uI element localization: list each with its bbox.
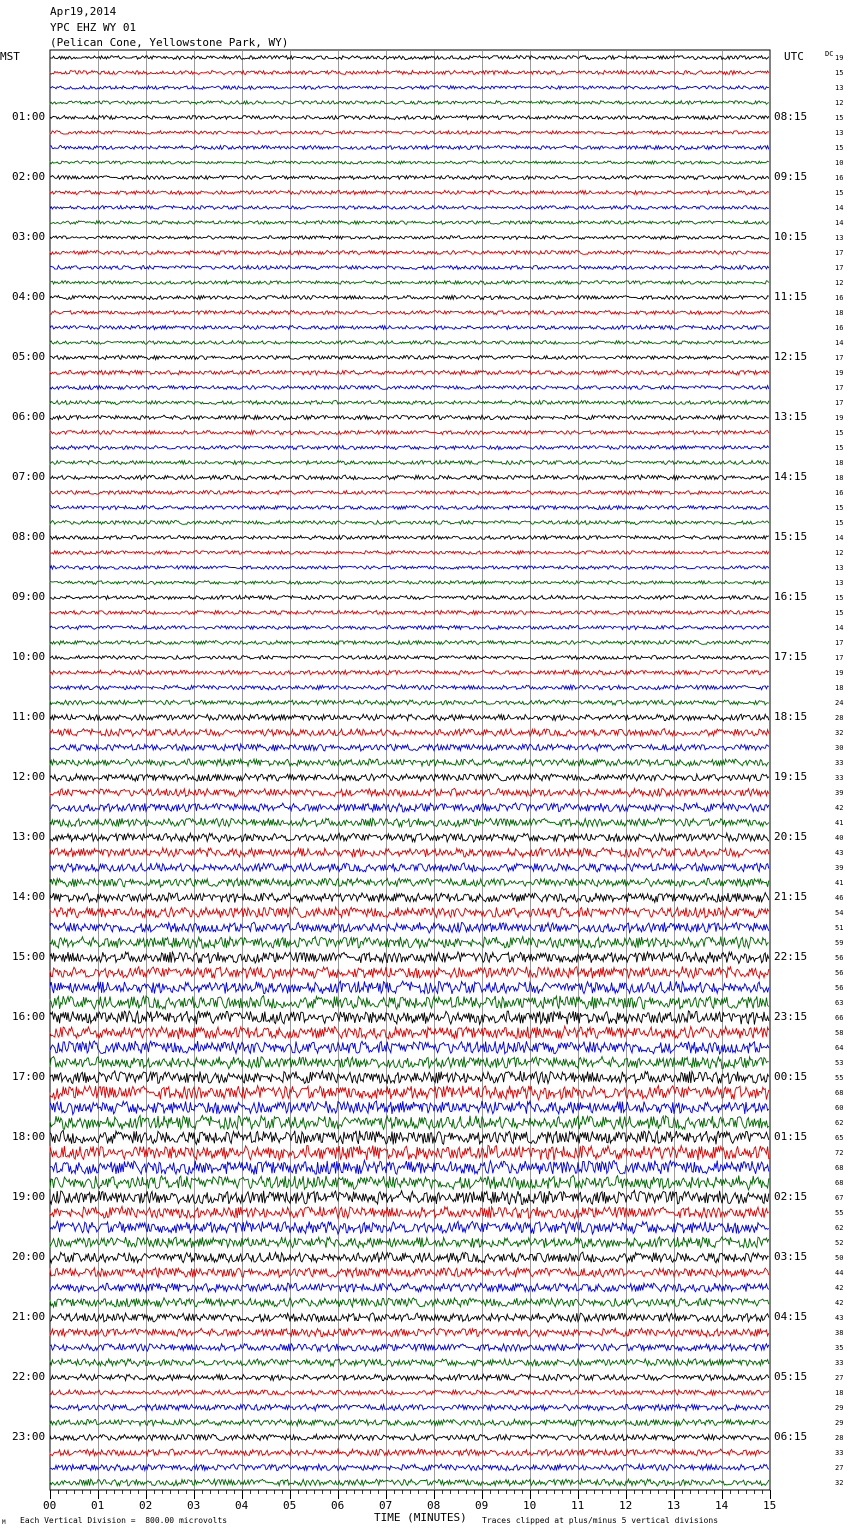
seismic-trace	[50, 295, 769, 299]
seismic-trace	[50, 505, 769, 509]
dc-offset-label: 14	[835, 533, 844, 542]
x-tick-label: 05	[283, 1499, 297, 1512]
dc-offset-label: 19	[835, 668, 844, 677]
dc-offset-label: 17	[835, 653, 844, 662]
right-hour-label: 14:15	[774, 469, 808, 483]
x-tick-label: 03	[187, 1499, 201, 1512]
seismic-trace	[50, 729, 769, 737]
station-code: YPC EHZ WY 01	[50, 21, 137, 34]
dc-offset-label: 18	[835, 458, 844, 467]
x-tick-label: 07	[379, 1499, 393, 1512]
dc-offset-label: 35	[835, 1343, 844, 1352]
seismic-trace	[50, 551, 769, 555]
dc-offset-label: 68	[835, 1088, 844, 1097]
right-hour-label: 21:15	[774, 889, 808, 903]
dc-offset-label: 72	[835, 1148, 844, 1157]
seismic-trace	[50, 803, 769, 812]
x-tick-label: 04	[235, 1499, 249, 1512]
dc-header: DC	[825, 50, 834, 58]
dc-offset-label: 43	[835, 848, 844, 857]
dc-offset-label: 64	[835, 1043, 844, 1052]
dc-offset-label: 15	[835, 428, 844, 437]
right-hour-label: 02:15	[774, 1189, 808, 1203]
dc-offset-label: 38	[835, 1328, 844, 1337]
dc-offset-label: 27	[835, 1463, 844, 1472]
right-hour-label: 03:15	[774, 1249, 808, 1263]
dc-offset-label: 52	[835, 1238, 844, 1247]
dc-offset-label: 39	[835, 863, 844, 872]
x-tick-label: 00	[43, 1499, 57, 1512]
left-hour-label: 16:00	[12, 1009, 46, 1023]
right-hour-label: 18:15	[774, 709, 808, 723]
dc-offset-label: 17	[835, 638, 844, 647]
seismic-trace	[50, 610, 769, 614]
left-hour-label: 01:00	[12, 109, 46, 123]
x-tick-label: 13	[667, 1499, 681, 1512]
seismic-trace	[50, 101, 769, 105]
dc-offset-label: 15	[835, 503, 844, 512]
seismic-trace	[50, 878, 769, 887]
right-hour-label: 20:15	[774, 829, 808, 843]
left-hour-label: 03:00	[12, 229, 46, 243]
seismic-trace	[50, 445, 769, 449]
dc-offset-label: 51	[835, 923, 844, 932]
seismic-trace	[50, 281, 769, 285]
dc-offset-label: 16	[835, 488, 844, 497]
seismic-trace	[50, 655, 769, 659]
dc-offset-label: 40	[835, 833, 844, 842]
seismic-trace	[50, 250, 769, 254]
dc-offset-label: 33	[835, 758, 844, 767]
dc-offset-label: 18	[835, 473, 844, 482]
seismic-trace	[50, 460, 769, 464]
seismic-trace	[50, 206, 769, 210]
right-hour-label: 06:15	[774, 1429, 808, 1443]
seismic-trace	[50, 952, 769, 963]
seismic-trace	[50, 190, 769, 194]
dc-offset-label: 15	[835, 68, 844, 77]
dc-offset-label: 59	[835, 938, 844, 947]
seismic-trace	[50, 848, 769, 857]
x-tick-label: 06	[331, 1499, 345, 1512]
dc-offset-label: 27	[835, 1373, 844, 1382]
seismic-trace	[50, 491, 769, 495]
dc-offset-label: 12	[835, 98, 844, 107]
left-hour-label: 13:00	[12, 829, 46, 843]
left-hour-label: 09:00	[12, 589, 46, 603]
dc-offset-label: 28	[835, 1433, 844, 1442]
seismic-trace	[50, 1057, 769, 1069]
seismic-trace	[50, 86, 769, 90]
seismic-trace	[50, 1116, 769, 1130]
seismic-trace	[50, 341, 769, 345]
dc-offset-label: 18	[835, 308, 844, 317]
left-hour-label: 22:00	[12, 1369, 46, 1383]
dc-offset-label: 33	[835, 1448, 844, 1457]
seismic-trace	[50, 1252, 769, 1263]
dc-offset-label: 17	[835, 353, 844, 362]
seismic-trace	[50, 1206, 769, 1218]
x-tick-label: 01	[91, 1499, 105, 1512]
seismic-trace	[50, 1298, 769, 1307]
seismic-trace	[50, 581, 769, 585]
right-axis-title: UTC	[784, 50, 804, 63]
dc-offset-label: 65	[835, 1133, 844, 1142]
seismic-trace	[50, 415, 769, 420]
dc-offset-label: 66	[835, 1013, 844, 1022]
left-hour-label: 17:00	[12, 1069, 46, 1083]
dc-offset-label: 17	[835, 398, 844, 407]
right-hour-label: 00:15	[774, 1069, 808, 1083]
dc-offset-label: 53	[835, 1058, 844, 1067]
dc-offset-label: 30	[835, 743, 844, 752]
seismic-trace	[50, 475, 769, 480]
dc-offset-label: 12	[835, 548, 844, 557]
seismic-trace	[50, 922, 769, 933]
left-hour-label: 12:00	[12, 769, 46, 783]
right-hour-label: 16:15	[774, 589, 808, 603]
seismic-trace	[50, 1419, 769, 1426]
seismic-trace	[50, 700, 769, 705]
dc-offset-label: 17	[835, 248, 844, 257]
seismic-trace	[50, 1145, 769, 1160]
dc-offset-label: 13	[835, 83, 844, 92]
left-hour-label: 04:00	[12, 289, 46, 303]
seismic-trace	[50, 744, 769, 751]
x-tick-label: 15	[763, 1499, 777, 1512]
dc-offset-label: 29	[835, 1418, 844, 1427]
seismic-trace	[50, 1071, 769, 1084]
seismic-trace	[50, 685, 769, 690]
dc-offset-label: 16	[835, 323, 844, 332]
dc-offset-label: 63	[835, 998, 844, 1007]
x-tick-label: 12	[619, 1499, 633, 1512]
dc-offset-label: 18	[835, 1388, 844, 1397]
right-hour-label: 08:15	[774, 109, 808, 123]
seismic-trace	[50, 535, 769, 539]
right-hour-label: 11:15	[774, 289, 808, 303]
right-hour-label: 23:15	[774, 1009, 808, 1023]
seismic-trace	[50, 1237, 769, 1248]
seismic-trace	[50, 1434, 769, 1440]
seismic-trace	[50, 1359, 769, 1366]
seismic-trace	[50, 1160, 769, 1174]
seismic-trace	[50, 1130, 769, 1144]
seismic-trace	[50, 907, 769, 918]
seismic-trace	[50, 56, 769, 60]
seismic-trace	[50, 1268, 769, 1278]
seismic-trace	[50, 521, 769, 525]
seismic-trace	[50, 311, 769, 315]
seismic-trace	[50, 265, 769, 269]
dc-offset-label: 39	[835, 788, 844, 797]
left-hour-label: 06:00	[12, 409, 46, 423]
x-axis-label: TIME (MINUTES)	[374, 1511, 467, 1524]
seismic-trace	[50, 1449, 769, 1456]
dc-offset-label: 32	[835, 1478, 844, 1487]
x-tick-label: 02	[139, 1499, 153, 1512]
seismic-trace	[50, 400, 769, 404]
dc-offset-label: 13	[835, 233, 844, 242]
dc-offset-label: 15	[835, 518, 844, 527]
dc-offset-label: 55	[835, 1208, 844, 1217]
seismic-trace	[50, 1479, 769, 1486]
seismic-trace	[50, 714, 769, 721]
seismic-trace	[50, 131, 769, 135]
seismic-trace	[50, 774, 769, 781]
seismic-trace	[50, 937, 769, 949]
x-tick-label: 08	[427, 1499, 441, 1512]
seismic-trace	[50, 370, 769, 375]
seismic-trace	[50, 981, 769, 994]
corner-mark: M	[2, 1519, 6, 1526]
dc-offset-label: 33	[835, 773, 844, 782]
right-hour-label: 13:15	[774, 409, 808, 423]
dc-offset-label: 13	[835, 578, 844, 587]
dc-offset-label: 33	[835, 1358, 844, 1367]
dc-offset-label: 58	[835, 1028, 844, 1037]
seismic-trace	[50, 146, 769, 150]
dc-offset-label: 10	[835, 158, 844, 167]
seismic-trace	[50, 1404, 769, 1410]
left-hour-label: 20:00	[12, 1249, 46, 1263]
seismic-trace	[50, 1101, 769, 1115]
seismic-trace	[50, 833, 769, 842]
dc-offset-label: 55	[835, 1073, 844, 1082]
dc-offset-label: 41	[835, 818, 844, 827]
dc-offset-label: 16	[835, 293, 844, 302]
dc-offset-label: 15	[835, 608, 844, 617]
dc-offset-label: 44	[835, 1268, 844, 1277]
left-hour-label: 02:00	[12, 169, 46, 183]
seismic-trace	[50, 788, 769, 796]
seismic-trace	[50, 1026, 769, 1039]
dc-offset-label: 68	[835, 1178, 844, 1187]
seismic-trace	[50, 893, 769, 903]
seismic-trace	[50, 670, 769, 675]
dc-offset-label: 42	[835, 1283, 844, 1292]
seismic-trace	[50, 759, 769, 766]
dc-offset-label: 56	[835, 983, 844, 992]
right-hour-label: 01:15	[774, 1129, 808, 1143]
dc-offset-label: 50	[835, 1253, 844, 1262]
dc-offset-label: 13	[835, 563, 844, 572]
left-hour-label: 11:00	[12, 709, 46, 723]
right-hour-label: 12:15	[774, 349, 808, 363]
seismic-trace	[50, 1344, 769, 1352]
seismic-trace	[50, 566, 769, 570]
dc-offset-label: 13	[835, 128, 844, 137]
dc-offset-label: 14	[835, 338, 844, 347]
x-axis	[51, 1490, 771, 1499]
dc-offset-label: 15	[835, 443, 844, 452]
dc-offset-label: 14	[835, 218, 844, 227]
dc-offset-label: 62	[835, 1118, 844, 1127]
seismic-trace	[50, 640, 769, 644]
dc-offset-label: 28	[835, 713, 844, 722]
seismic-trace	[50, 818, 769, 827]
left-hour-label: 08:00	[12, 529, 46, 543]
x-tick-label: 09	[475, 1499, 489, 1512]
seismic-trace	[50, 967, 769, 979]
dc-offset-label: 15	[835, 113, 844, 122]
dc-offset-label: 19	[835, 53, 844, 62]
plot-date: Apr19,2014	[50, 5, 117, 18]
seismic-trace	[50, 1041, 769, 1054]
x-tick-label: 14	[715, 1499, 729, 1512]
dc-offset-label: 18	[835, 683, 844, 692]
dc-offset-label: 56	[835, 953, 844, 962]
seismic-trace	[50, 1190, 769, 1204]
x-tick-label: 10	[523, 1499, 537, 1512]
seismic-trace	[50, 1328, 769, 1336]
left-hour-label: 15:00	[12, 949, 46, 963]
scale-note: Each Vertical Division = 800.00 microvolts	[20, 1516, 228, 1525]
seismic-trace	[50, 626, 769, 630]
dc-offset-label: 68	[835, 1163, 844, 1172]
seismic-trace	[50, 595, 769, 599]
seismic-trace	[50, 176, 769, 180]
right-hour-label: 22:15	[774, 949, 808, 963]
seismic-traces	[50, 56, 769, 1487]
dc-offset-label: 42	[835, 803, 844, 812]
right-hour-label: 17:15	[774, 649, 808, 663]
seismic-trace	[50, 1221, 769, 1234]
dc-offset-label: 60	[835, 1103, 844, 1112]
left-hour-label: 10:00	[12, 649, 46, 663]
dc-offset-label: 15	[835, 188, 844, 197]
seismic-trace	[50, 115, 769, 119]
right-hour-label: 10:15	[774, 229, 808, 243]
seismic-trace	[50, 1374, 769, 1381]
dc-offset-label: 46	[835, 893, 844, 902]
seismic-trace	[50, 1390, 769, 1395]
dc-offset-label: 32	[835, 728, 844, 737]
seismic-trace	[50, 1283, 769, 1292]
station-location: (Pelican Cone, Yellowstone Park, WY)	[50, 36, 289, 49]
right-hour-label: 15:15	[774, 529, 808, 543]
left-hour-label: 14:00	[12, 889, 46, 903]
seismic-trace	[50, 863, 769, 872]
dc-offset-label: 29	[835, 1403, 844, 1412]
dc-offset-label: 14	[835, 203, 844, 212]
left-hour-label: 05:00	[12, 349, 46, 363]
seismic-trace	[50, 430, 769, 434]
seismic-trace	[50, 1175, 769, 1190]
right-hour-label: 04:15	[774, 1309, 808, 1323]
seismic-trace	[50, 1086, 769, 1100]
seismic-trace	[50, 161, 769, 164]
seismic-trace	[50, 356, 769, 360]
seismic-trace	[50, 996, 769, 1010]
dc-offset-label: 19	[835, 368, 844, 377]
left-axis-title: MST	[0, 50, 20, 63]
dc-offset-label: 54	[835, 908, 844, 917]
left-hour-label: 07:00	[12, 469, 46, 483]
right-hour-label: 05:15	[774, 1369, 808, 1383]
dc-offset-label: 16	[835, 173, 844, 182]
left-hour-label: 19:00	[12, 1189, 46, 1203]
seismic-trace	[50, 385, 769, 389]
left-hour-label: 23:00	[12, 1429, 46, 1443]
seismic-trace	[50, 70, 769, 74]
left-hour-label: 21:00	[12, 1309, 46, 1323]
dc-offset-label: 17	[835, 383, 844, 392]
right-hour-label: 09:15	[774, 169, 808, 183]
seismic-trace	[50, 1464, 769, 1471]
dc-offset-label: 56	[835, 968, 844, 977]
dc-offset-label: 62	[835, 1223, 844, 1232]
seismic-trace	[50, 325, 769, 329]
clip-note: Traces clipped at plus/minus 5 vertical divisions	[482, 1516, 719, 1525]
seismic-trace	[50, 1011, 769, 1025]
seismic-trace	[50, 236, 769, 240]
dc-offset-label: 12	[835, 278, 844, 287]
dc-offset-label: 43	[835, 1313, 844, 1322]
dc-offset-label: 15	[835, 593, 844, 602]
dc-offset-label: 17	[835, 263, 844, 272]
dc-offset-label: 14	[835, 623, 844, 632]
seismic-trace	[50, 1313, 769, 1322]
seismic-trace	[50, 221, 769, 225]
x-tick-label: 11	[571, 1499, 585, 1512]
dc-offset-label: 41	[835, 878, 844, 887]
right-hour-label: 19:15	[774, 769, 808, 783]
dc-offset-label: 24	[835, 698, 844, 707]
dc-offset-label: 15	[835, 143, 844, 152]
dc-offset-label: 42	[835, 1298, 844, 1307]
dc-offset-label: 19	[835, 413, 844, 422]
left-hour-label: 18:00	[12, 1129, 46, 1143]
dc-offset-label: 67	[835, 1193, 844, 1202]
